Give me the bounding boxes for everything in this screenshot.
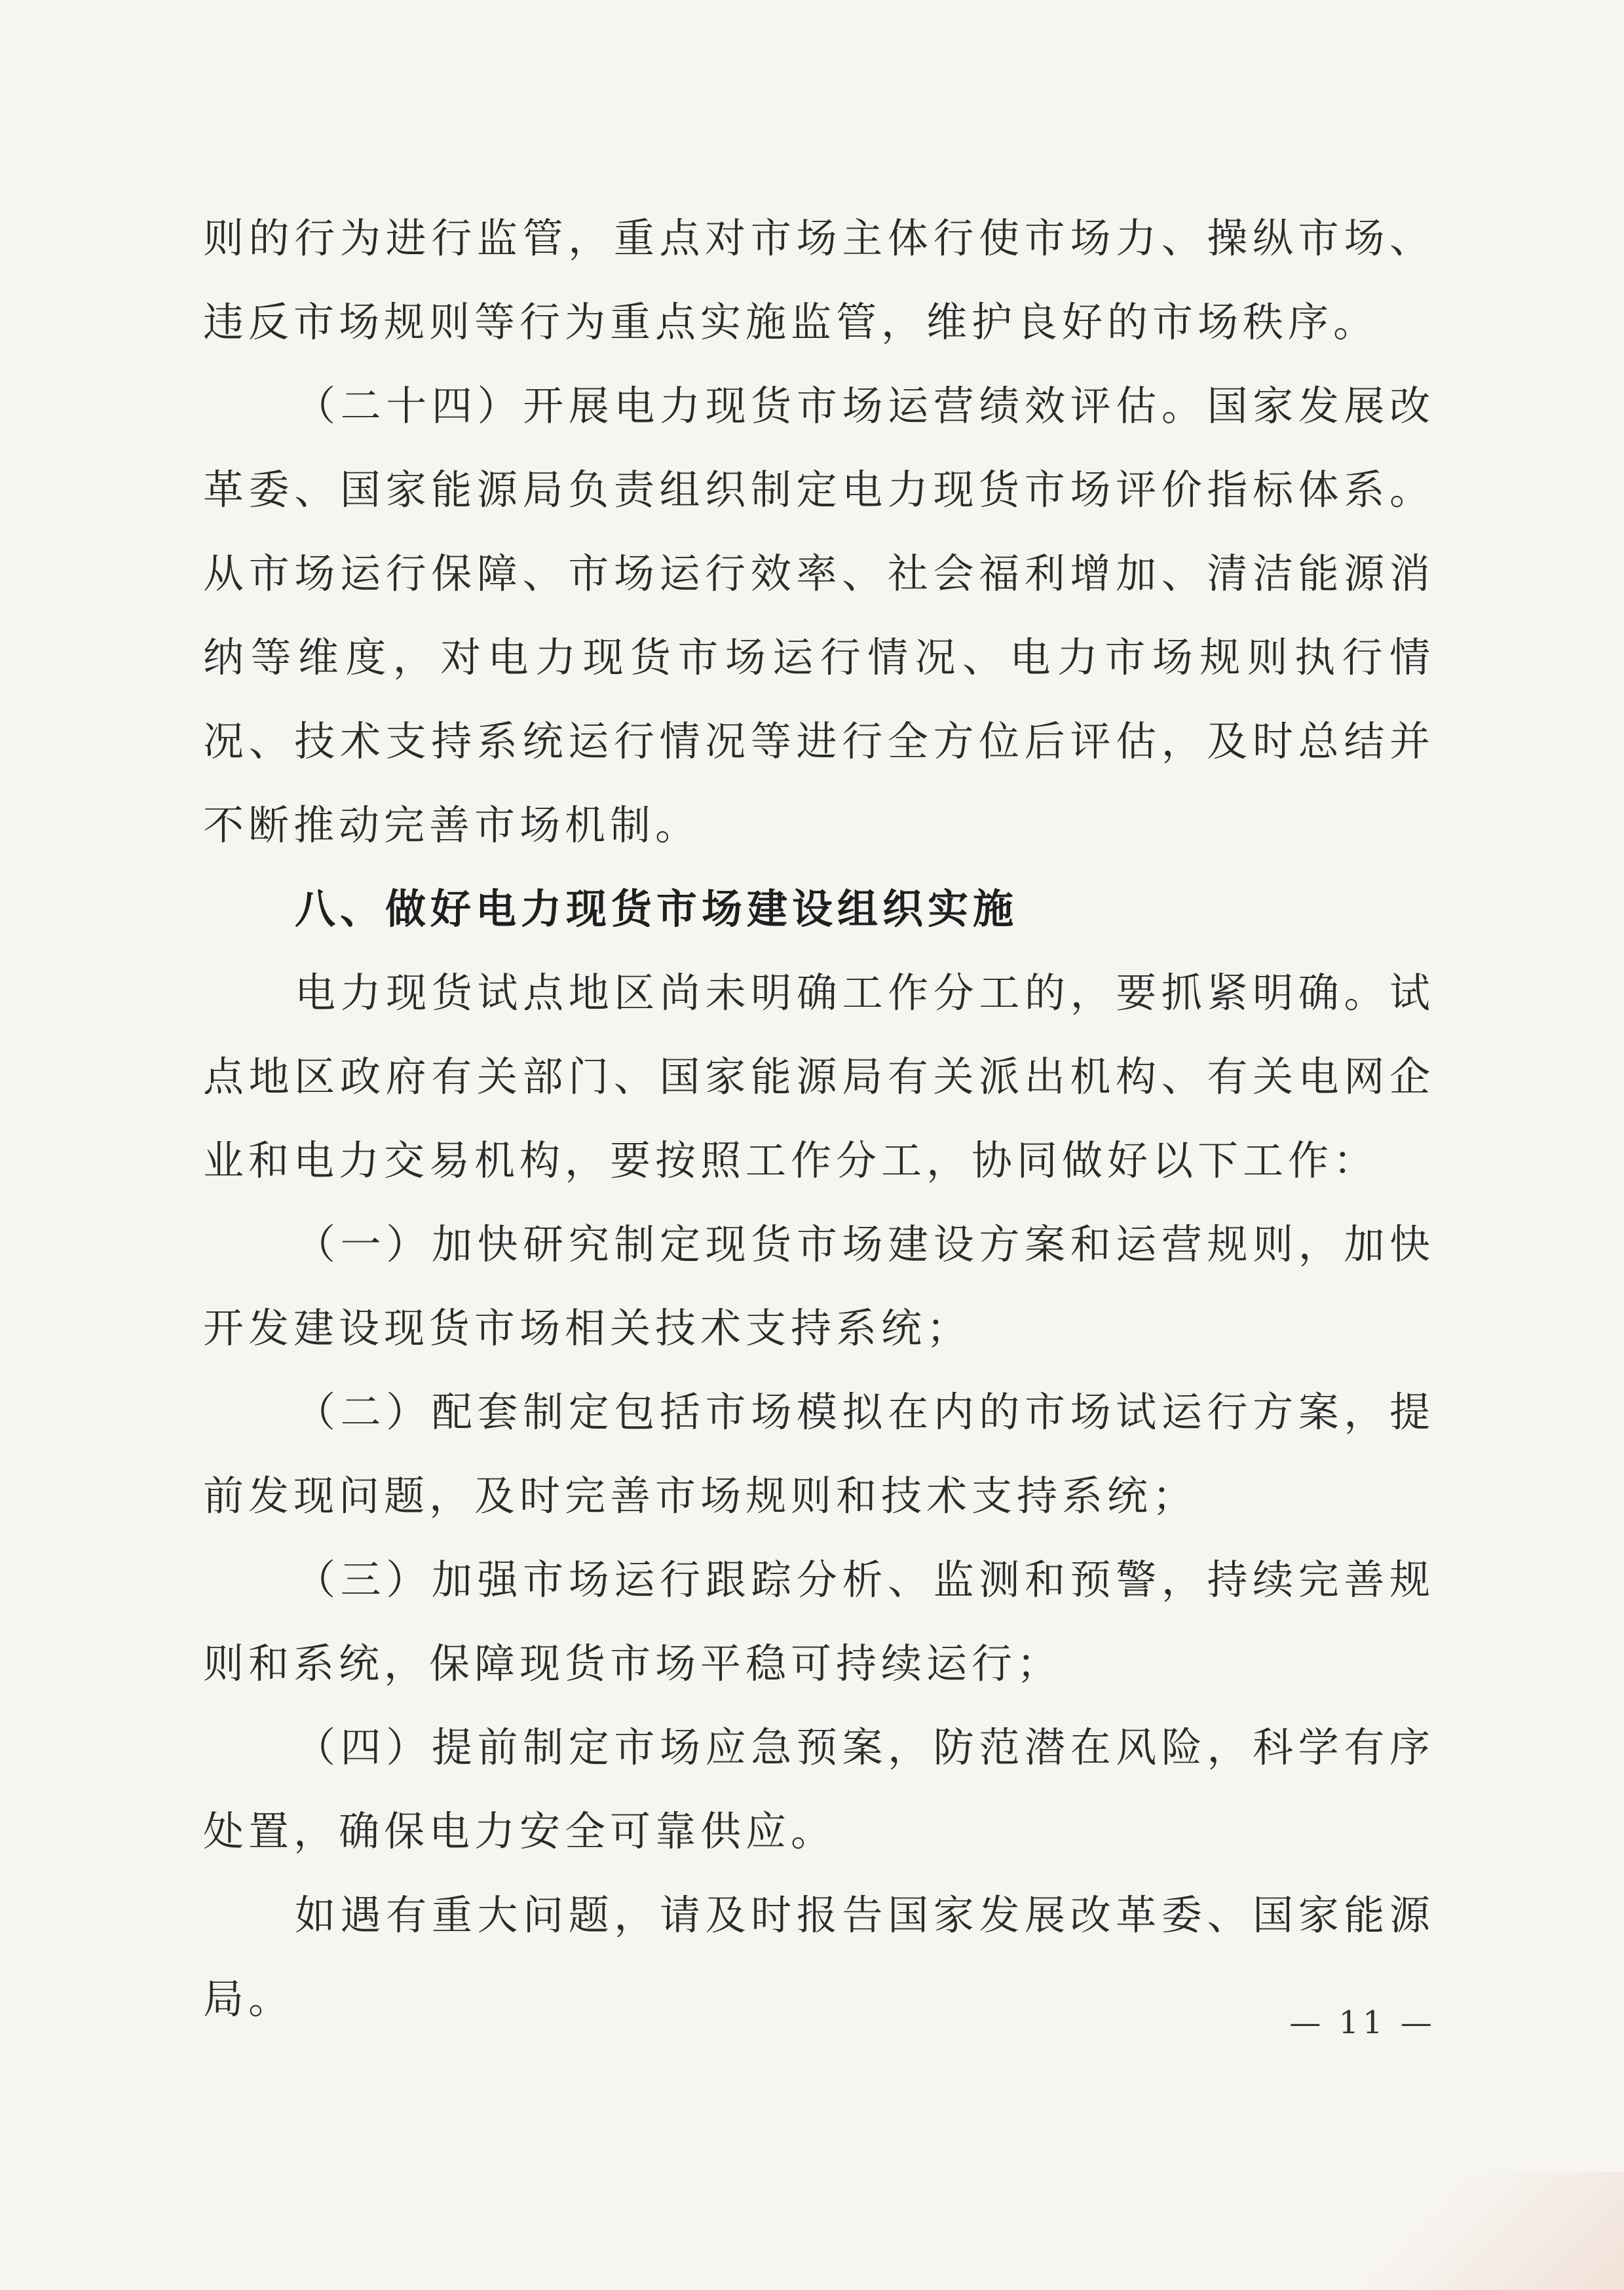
paragraph-item-24: （二十四）开展电力现货市场运营绩效评估。国家发展改革委、国家能源局负责组织制定电力现货市场评价指标体系。从市场运行保障、市场运行效率、社会福利增加、清洁能源消纳等维度，对电力现货市场运行情况、电力市场规则执行情况、技术支持系统运行情况等进行全方位后评估，及时总结并不断推动完善市场机制。 xyxy=(203,382,1435,849)
paragraph-task-1: （一）加快研究制定现货市场建设方案和运营规则，加快开发建设现货市场相关技术支持系统； xyxy=(203,1220,1435,1352)
paragraph-division-of-work: 电力现货试点地区尚未明确工作分工的，要抓紧明确。试点地区政府有关部门、国家能源局有关派出机构、有关电网企业和电力交易机构，要按照工作分工，协同做好以下工作： xyxy=(203,969,1435,1184)
page-number: — 11 — xyxy=(1289,2004,1436,2041)
section-heading-8: 八、做好电力现货市场建设组织实施 xyxy=(295,885,1019,933)
paragraph-task-2: （二）配套制定包括市场模拟在内的市场试运行方案，提前发现问题，及时完善市场规则和技术支持系统； xyxy=(203,1388,1435,1520)
paper-stain-decoration xyxy=(1283,2172,1624,2290)
paragraph-task-4: （四）提前制定市场应急预案，防范潜在风险，科学有序处置，确保电力安全可靠供应。 xyxy=(203,1723,1435,1855)
paragraph-closing: 如遇有重大问题，请及时报告国家发展改革委、国家能源局。 xyxy=(203,1891,1435,2023)
document-body xyxy=(203,197,1435,2041)
paragraph-task-3: （三）加强市场运行跟踪分析、监测和预警，持续完善规则和系统，保障现货市场平稳可持续运行； xyxy=(203,1556,1435,1687)
paragraph-continuation: 则的行为进行监管，重点对市场主体行使市场力、操纵市场、违反市场规则等行为重点实施监管，维护良好的市场秩序。 xyxy=(203,214,1435,346)
